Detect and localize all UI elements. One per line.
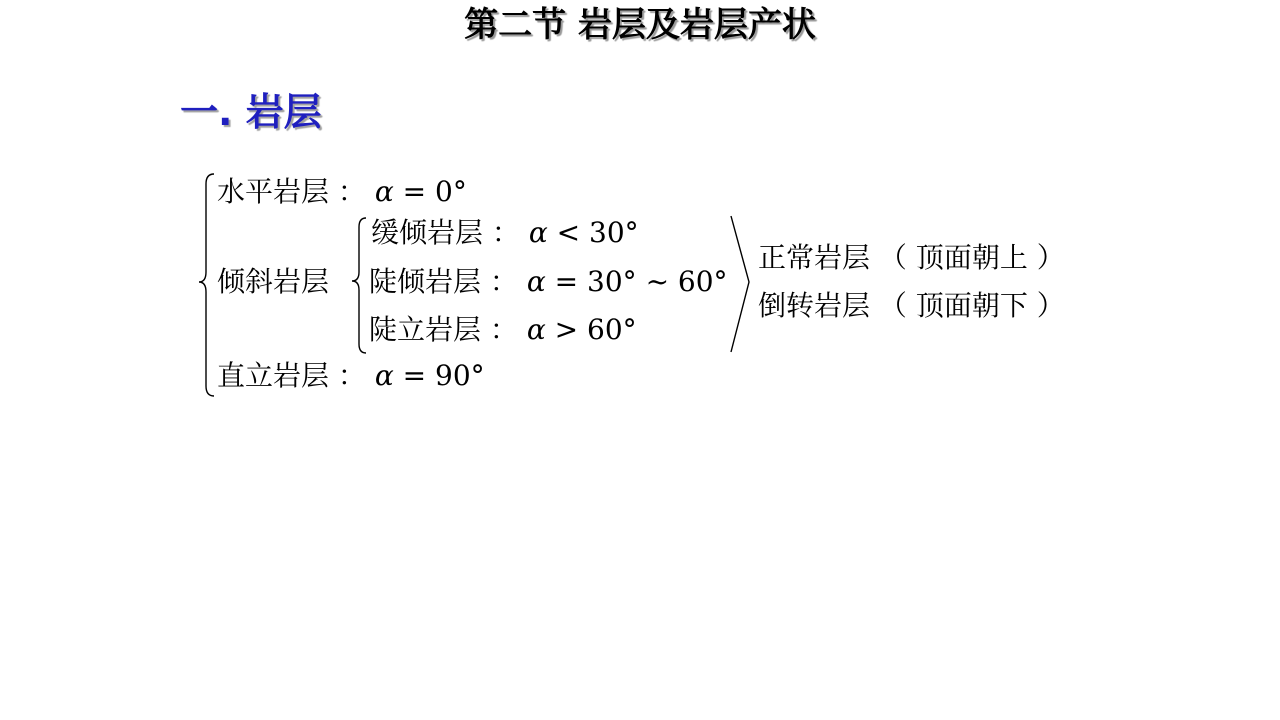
- dip-angle-symbol: α: [526, 265, 546, 298]
- overturned-stratum-note: （ 顶面朝下 ）: [878, 289, 1065, 322]
- section-heading: 一. 岩层: [180, 90, 322, 134]
- steep-dip-colon: ：: [489, 265, 518, 298]
- overturned-stratum-label: 倒转岩层: [758, 289, 871, 322]
- near-vertical-label: 陡立岩层: [369, 313, 482, 346]
- overturned-stratum-row: [758, 288, 1065, 324]
- gentle-dip-relation: < 30°: [556, 216, 639, 249]
- inclined-stratum-label: 倾斜岩层: [217, 265, 330, 298]
- vertical-stratum-row: [217, 358, 485, 394]
- inner-left-brace: [352, 218, 366, 353]
- gentle-dip-label: 缓倾岩层: [371, 216, 484, 249]
- horizontal-stratum-colon: ：: [337, 175, 366, 208]
- dip-angle-symbol: α: [374, 175, 394, 208]
- vertical-stratum-relation: = 90°: [402, 359, 485, 392]
- dip-angle-symbol: α: [374, 359, 394, 392]
- outer-left-brace: [199, 174, 214, 396]
- dip-angle-symbol: α: [526, 313, 546, 346]
- steep-dip-label: 陡倾岩层: [369, 265, 482, 298]
- horizontal-stratum-label: 水平岩层: [217, 175, 330, 208]
- vertical-stratum-colon: ：: [337, 359, 366, 392]
- steep-dip-relation: = 30° ~ 60°: [554, 265, 728, 298]
- normal-stratum-row: [758, 240, 1065, 276]
- vertical-stratum-label: 直立岩层: [217, 359, 330, 392]
- right-angle-brace: [731, 216, 749, 352]
- slide-title: 第二节 岩层及岩层产状: [464, 5, 816, 45]
- near-vertical-row: [369, 312, 637, 348]
- near-vertical-relation: > 60°: [554, 313, 637, 346]
- near-vertical-colon: ：: [489, 313, 518, 346]
- steep-dip-row: [369, 264, 728, 300]
- horizontal-stratum-row: [217, 174, 467, 210]
- horizontal-stratum-relation: = 0°: [402, 175, 467, 208]
- normal-stratum-note: （ 顶面朝上 ）: [878, 241, 1065, 274]
- gentle-dip-row: [371, 215, 639, 251]
- dip-angle-symbol: α: [528, 216, 548, 249]
- gentle-dip-colon: ：: [491, 216, 520, 249]
- normal-stratum-label: 正常岩层: [758, 241, 871, 274]
